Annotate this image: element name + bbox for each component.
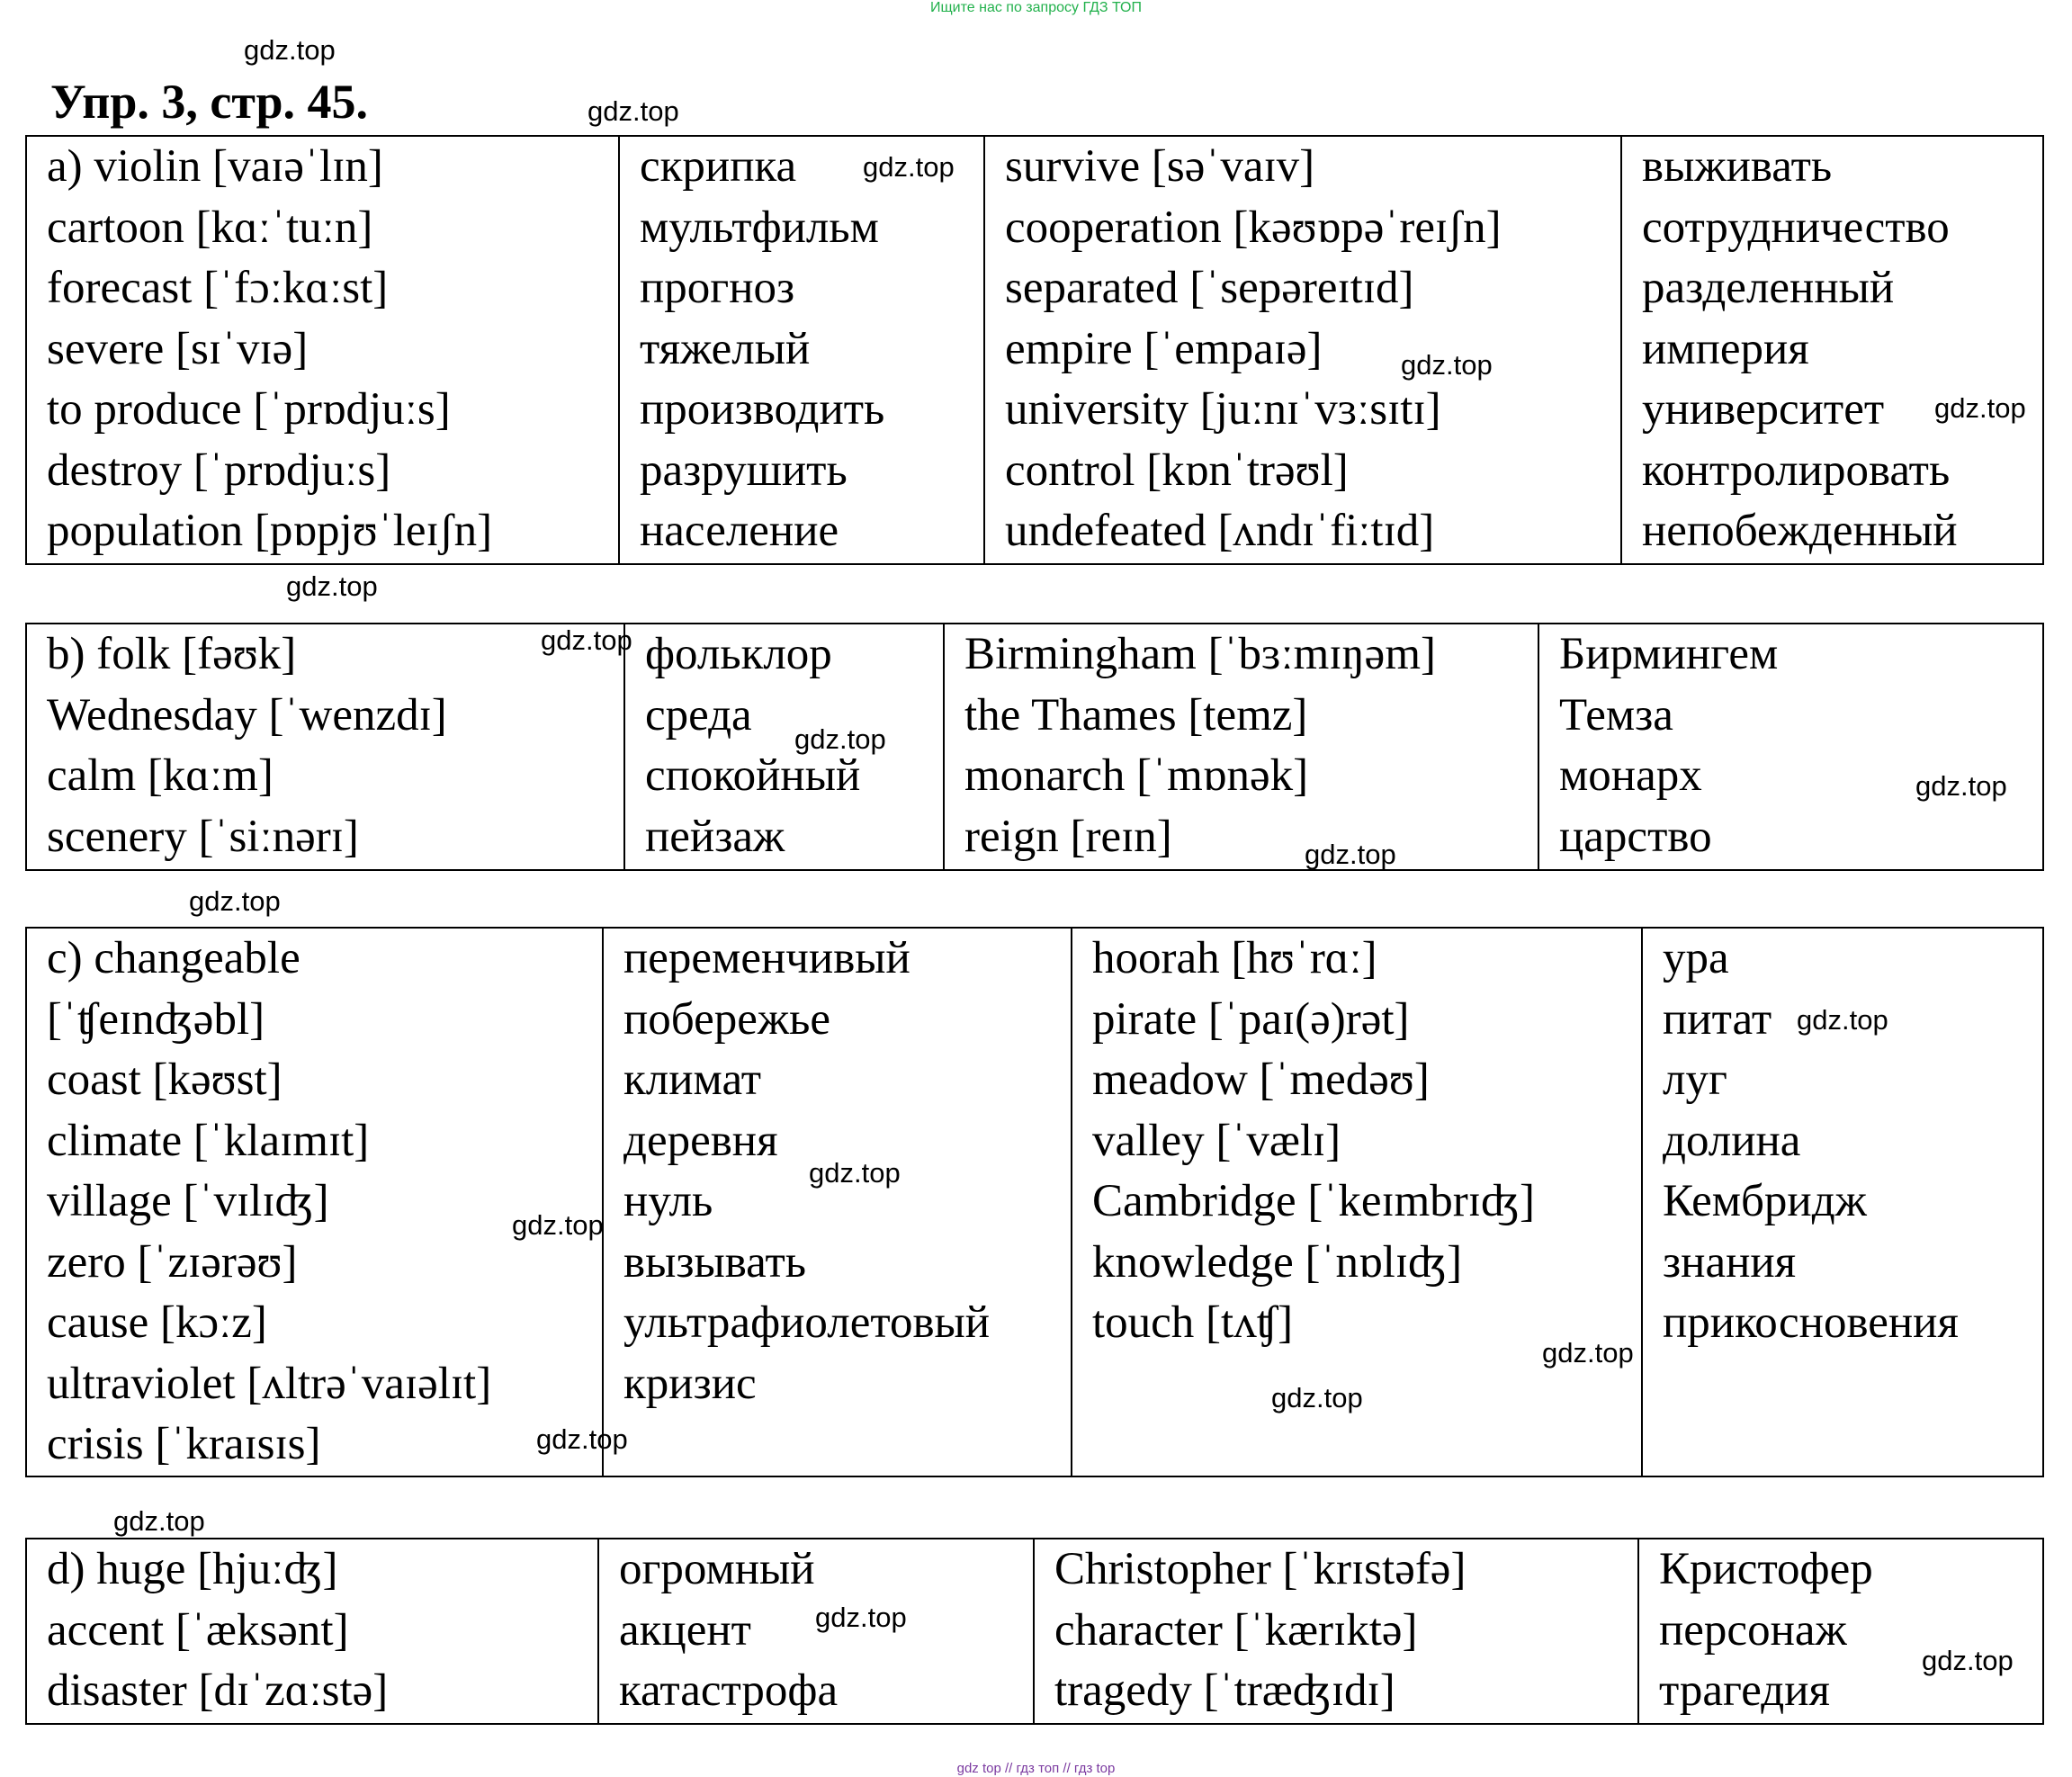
list-item: луг xyxy=(1663,1055,1727,1105)
list-item: империя xyxy=(1642,323,1809,374)
list-item: population [pɒpjʊˈleɪʃn] xyxy=(47,506,493,556)
search-note: Ищите нас по запросу ГДЗ ТОП xyxy=(930,0,1142,15)
list-item: кризис xyxy=(623,1358,757,1409)
list-item: ультрафиолетовый xyxy=(623,1297,991,1348)
vocab-table-b xyxy=(25,623,2044,871)
list-item: crisis [ˈkraɪsɪs] xyxy=(47,1419,321,1469)
list-item: питат xyxy=(1663,993,1772,1045)
list-item: побережье xyxy=(623,993,830,1045)
list-item: a) violin [vaɪəˈlɪn] xyxy=(47,141,383,192)
footer-links: gdz top // гдз топ // гдз top xyxy=(956,1761,1116,1776)
list-item: ultraviolet [ʌltrəˈvaɪəlɪt] xyxy=(47,1358,492,1409)
english-words-column xyxy=(1034,1539,1638,1724)
list-item: undefeated [ʌndɪˈfiːtɪd] xyxy=(1005,506,1435,556)
list-item: Wednesday [ˈwenzdɪ] xyxy=(47,689,447,740)
list-item: university [juːnɪˈvɜːsɪtɪ] xyxy=(1005,384,1441,435)
list-item: население xyxy=(640,506,839,556)
vocab-table-d xyxy=(25,1538,2044,1725)
list-item: трагедия xyxy=(1659,1665,1830,1716)
translation-column xyxy=(603,928,1072,1476)
translation-column xyxy=(624,624,944,870)
watermark: gdz.top xyxy=(815,1602,907,1633)
list-item: destroy [ˈprɒdjuːs] xyxy=(47,444,391,496)
list-item: разделенный xyxy=(1642,263,1895,313)
watermark: gdz.top xyxy=(286,570,378,602)
watermark: gdz.top xyxy=(1922,1645,2014,1676)
list-item: disaster [dɪˈzɑːstə] xyxy=(47,1665,389,1716)
list-item: долина xyxy=(1663,1115,1801,1166)
list-item: c) changeable xyxy=(47,933,300,983)
list-item: village [ˈvɪlɪʤ] xyxy=(47,1176,329,1226)
list-item: character [ˈkærɪktə] xyxy=(1054,1604,1418,1656)
list-item: монарх xyxy=(1559,750,1702,801)
list-item: Кембридж xyxy=(1663,1176,1867,1226)
watermark: gdz.top xyxy=(1934,392,2026,424)
watermark: gdz.top xyxy=(809,1157,901,1189)
list-item: разрушить xyxy=(640,444,848,496)
translation-column xyxy=(619,136,984,564)
list-item: reign [reɪn] xyxy=(964,811,1172,862)
watermark: gdz.top xyxy=(512,1209,604,1241)
watermark: gdz.top xyxy=(113,1505,205,1537)
list-item: accent [ˈæksənt] xyxy=(47,1604,349,1656)
list-item: Birmingham [ˈbɜːmɪŋəm] xyxy=(964,629,1436,679)
watermark: gdz.top xyxy=(541,624,632,656)
watermark: gdz.top xyxy=(794,723,886,755)
list-item: hoorah [hʊˈrɑː] xyxy=(1092,933,1377,983)
list-item: переменчивый xyxy=(623,933,910,983)
list-item: climate [ˈklaɪmɪt] xyxy=(47,1115,370,1166)
list-item: знания xyxy=(1663,1236,1797,1288)
list-item: климат xyxy=(623,1055,762,1105)
list-item: ура xyxy=(1663,933,1729,983)
list-item: empire [ˈempaɪə] xyxy=(1005,323,1323,374)
list-item: meadow [ˈmedəʊ] xyxy=(1092,1055,1430,1105)
english-words-column xyxy=(26,136,619,564)
translation-column xyxy=(1538,624,2043,870)
list-item: Темза xyxy=(1559,689,1673,740)
watermark: gdz.top xyxy=(588,95,679,127)
list-item: среда xyxy=(645,689,752,740)
list-item: тяжелый xyxy=(640,323,811,374)
list-item: акцент xyxy=(619,1604,751,1656)
list-item: пейзаж xyxy=(645,811,785,862)
watermark: gdz.top xyxy=(1271,1382,1363,1414)
watermark: gdz.top xyxy=(863,151,955,183)
watermark: gdz.top xyxy=(1797,1004,1888,1036)
watermark: gdz.top xyxy=(1401,349,1493,381)
list-item: calm [kɑːm] xyxy=(47,750,274,801)
list-item: мультфильм xyxy=(640,202,879,253)
table-row xyxy=(26,136,2043,564)
translation-column xyxy=(1638,1539,2043,1724)
watermark: gdz.top xyxy=(244,34,336,66)
list-item: Кристофер xyxy=(1659,1544,1873,1594)
list-item: d) huge [hjuːʤ] xyxy=(47,1544,338,1594)
list-item: контролировать xyxy=(1642,444,1951,496)
list-item: катастрофа xyxy=(619,1665,839,1716)
list-item: zero [ˈzɪərəʊ] xyxy=(47,1236,298,1288)
page-title: Упр. 3, стр. 45. xyxy=(50,75,369,129)
watermark: gdz.top xyxy=(189,885,281,917)
english-words-column xyxy=(944,624,1538,870)
list-item: survive [səˈvaɪv] xyxy=(1005,141,1315,192)
list-item: спокойный xyxy=(645,750,861,801)
list-item: scenery [ˈsiːnərɪ] xyxy=(47,811,359,862)
list-item: forecast [ˈfɔːkɑːst] xyxy=(47,263,389,313)
watermark: gdz.top xyxy=(1305,839,1396,870)
translation-column xyxy=(1621,136,2043,564)
list-item: b) folk [fəʊk] xyxy=(47,629,297,679)
list-item: touch [tʌʧ] xyxy=(1092,1297,1294,1348)
list-item: tragedy [ˈtræʤɪdɪ] xyxy=(1054,1665,1395,1716)
list-item: деревня xyxy=(623,1115,778,1166)
list-item: прикосновения xyxy=(1663,1297,1959,1348)
list-item: фольклор xyxy=(645,629,832,679)
list-item: valley [ˈvælɪ] xyxy=(1092,1115,1341,1166)
list-item: выживать xyxy=(1642,141,1833,192)
list-item: separated [ˈsepəreɪtɪd] xyxy=(1005,263,1414,313)
english-words-column xyxy=(26,1539,598,1724)
table-row xyxy=(26,1539,2043,1724)
list-item: персонаж xyxy=(1659,1604,1847,1656)
list-item: cooperation [kəʊɒpəˈreɪʃn] xyxy=(1005,202,1502,253)
list-item: coast [kəʊst] xyxy=(47,1055,283,1105)
list-item: [ˈʧeɪnʤəbl] xyxy=(47,993,265,1045)
english-words-column xyxy=(26,624,624,870)
list-item: производить xyxy=(640,384,885,435)
list-item: университет xyxy=(1642,384,1885,435)
list-item: скрипка xyxy=(640,141,797,192)
list-item: огромный xyxy=(619,1544,815,1594)
english-words-column xyxy=(984,136,1621,564)
watermark: gdz.top xyxy=(1915,770,2007,802)
list-item: Бирмингем xyxy=(1559,629,1779,679)
vocab-table-c xyxy=(25,927,2044,1477)
table-row xyxy=(26,928,2043,1476)
list-item: the Thames [temz] xyxy=(964,689,1308,740)
list-item: нуль xyxy=(623,1176,713,1226)
list-item: вызывать xyxy=(623,1236,807,1288)
list-item: knowledge [ˈnɒlɪʤ] xyxy=(1092,1236,1463,1288)
english-words-column xyxy=(26,928,603,1476)
table-row xyxy=(26,624,2043,870)
vocab-table-a xyxy=(25,135,2044,565)
list-item: pirate [ˈpaɪ(ə)rət] xyxy=(1092,993,1410,1045)
list-item: cause [kɔːz] xyxy=(47,1297,267,1348)
list-item: Christopher [ˈkrɪstəfə] xyxy=(1054,1544,1467,1594)
list-item: сотрудничество xyxy=(1642,202,1950,253)
list-item: прогноз xyxy=(640,263,795,313)
list-item: control [kɒnˈtrəʊl] xyxy=(1005,444,1349,496)
list-item: царство xyxy=(1559,811,1712,862)
list-item: Cambridge [ˈkeɪmbrɪʤ] xyxy=(1092,1176,1536,1226)
list-item: monarch [ˈmɒnək] xyxy=(964,750,1309,801)
watermark: gdz.top xyxy=(1542,1337,1634,1369)
list-item: to produce [ˈprɒdjuːs] xyxy=(47,384,451,435)
list-item: severe [sɪˈvɪə] xyxy=(47,323,309,374)
list-item: cartoon [kɑːˈtuːn] xyxy=(47,202,373,253)
watermark: gdz.top xyxy=(536,1423,628,1455)
list-item: непобежденный xyxy=(1642,506,1958,556)
